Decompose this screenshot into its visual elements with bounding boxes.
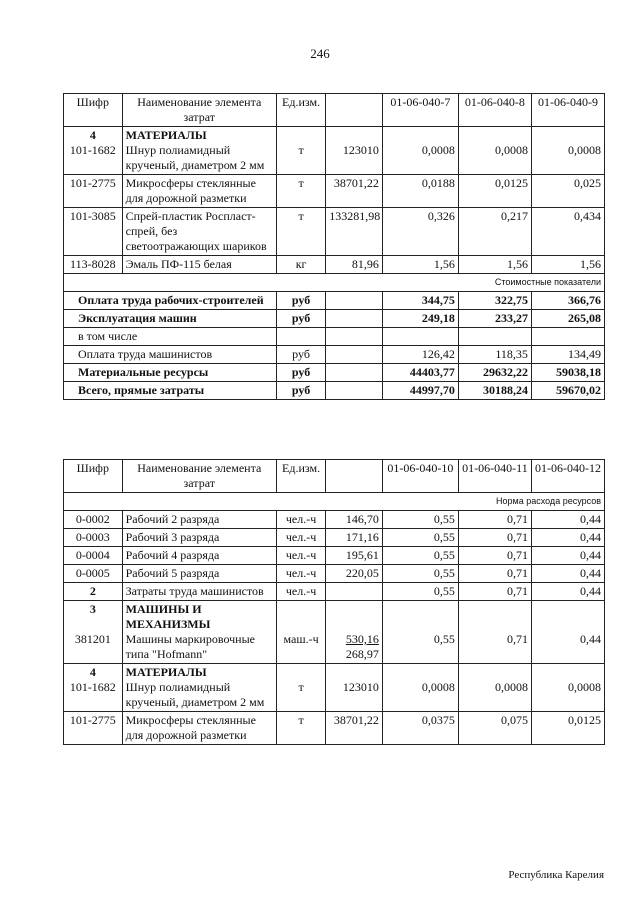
table-header-row — [64, 94, 605, 127]
table-row: 101-2775 Микросферы стеклянные для дорожной разметки т 38701,22 0,0375 0,075 0,0125 — [64, 712, 605, 745]
table-row: 113-8028 Эмаль ПФ-115 белая кг 81,96 1,56 1,56 1,56 — [64, 256, 605, 274]
material-name: МАТЕРИАЛЫ Шнур полиамидный крученый, диаметром 2 мм — [122, 127, 276, 175]
cost-header-row — [64, 274, 605, 292]
section-row: 4 101-1682 МАТЕРИАЛЫ Шнур полиамидный крученый, диаметром 2 мм т 123010 0,0008 0,0008 0,0008 — [64, 664, 605, 712]
header-col-2: 01-06-040-11 — [458, 460, 531, 493]
cost-row: Оплата труда машинистов руб 126,42 118,35 134,49 — [64, 346, 605, 364]
cost-row: Материальные ресурсы руб 44403,77 29632,22 59038,18 — [64, 364, 605, 382]
header-unit: Ед.изм. — [276, 460, 325, 493]
header-code: Шифр — [64, 460, 123, 493]
footer-region: Республика Карелия — [508, 869, 604, 881]
table-header-row — [64, 460, 605, 493]
header-col-3: 01-06-040-9 — [531, 94, 604, 127]
norm-header-row — [64, 493, 605, 511]
header-unit: Ед.изм. — [276, 94, 325, 127]
cost-row: в том числе — [64, 328, 605, 346]
section-number: 4 101-1682 — [64, 127, 123, 175]
table-row: 0-0004 Рабочий 4 разряда чел.-ч 195,61 0,55 0,71 0,44 — [64, 547, 605, 565]
table-row: 0-0005 Рабочий 5 разряда чел.-ч 220,05 0,55 0,71 0,44 — [64, 565, 605, 583]
resource-table-1 — [63, 93, 605, 400]
section-row: 3 381201 МАШИНЫ И МЕХАНИЗМЫ Машины маркировочные типа "Hofmann" маш.-ч 530,16 268,97 0,55 0,71 0,44 — [64, 601, 605, 664]
norm-header: Норма расхода ресурсов — [64, 493, 605, 511]
cost-header: Стоимостные показатели — [64, 274, 605, 292]
page-number: 246 — [310, 46, 330, 61]
table-row: 101-2775 Микросферы стеклянные для дорожной разметки т 38701,22 0,0188 0,0125 0,025 — [64, 175, 605, 208]
header-col-1: 01-06-040-7 — [382, 94, 458, 127]
section-row: 4 101-1682 МАТЕРИАЛЫ Шнур полиамидный крученый, диаметром 2 мм т 123010 0,0008 0,0008 0,0008 — [64, 127, 605, 175]
header-name: Наименование элемента затрат — [122, 460, 276, 493]
table-row: 0-0002 Рабочий 2 разряда чел.-ч 146,70 0,55 0,71 0,44 — [64, 511, 605, 529]
table-row: 0-0003 Рабочий 3 разряда чел.-ч 171,16 0,55 0,71 0,44 — [64, 529, 605, 547]
header-col-3: 01-06-040-12 — [531, 460, 604, 493]
cost-row: Всего, прямые затраты руб 44997,70 30188,24 59670,02 — [64, 382, 605, 400]
resource-table-2 — [63, 459, 605, 745]
cost-row: Эксплуатация машин руб 249,18 233,27 265,08 — [64, 310, 605, 328]
header-code: Шифр — [64, 94, 123, 127]
header-col-2: 01-06-040-8 — [458, 94, 531, 127]
table-row: 101-3085 Спрей-пластик Роспласт-спрей, без светоотражающих шариков т 133281,98 0,326 0,217 0,434 — [64, 208, 605, 256]
header-name: Наименование элемента затрат — [122, 94, 276, 127]
header-price — [326, 460, 383, 493]
header-col-1: 01-06-040-10 — [382, 460, 458, 493]
cost-row: Оплата труда рабочих-строителей руб 344,75 322,75 366,76 — [64, 292, 605, 310]
header-price — [326, 94, 383, 127]
operators-row: 2 Затраты труда машинистов чел.-ч 0,55 0,71 0,44 — [64, 583, 605, 601]
